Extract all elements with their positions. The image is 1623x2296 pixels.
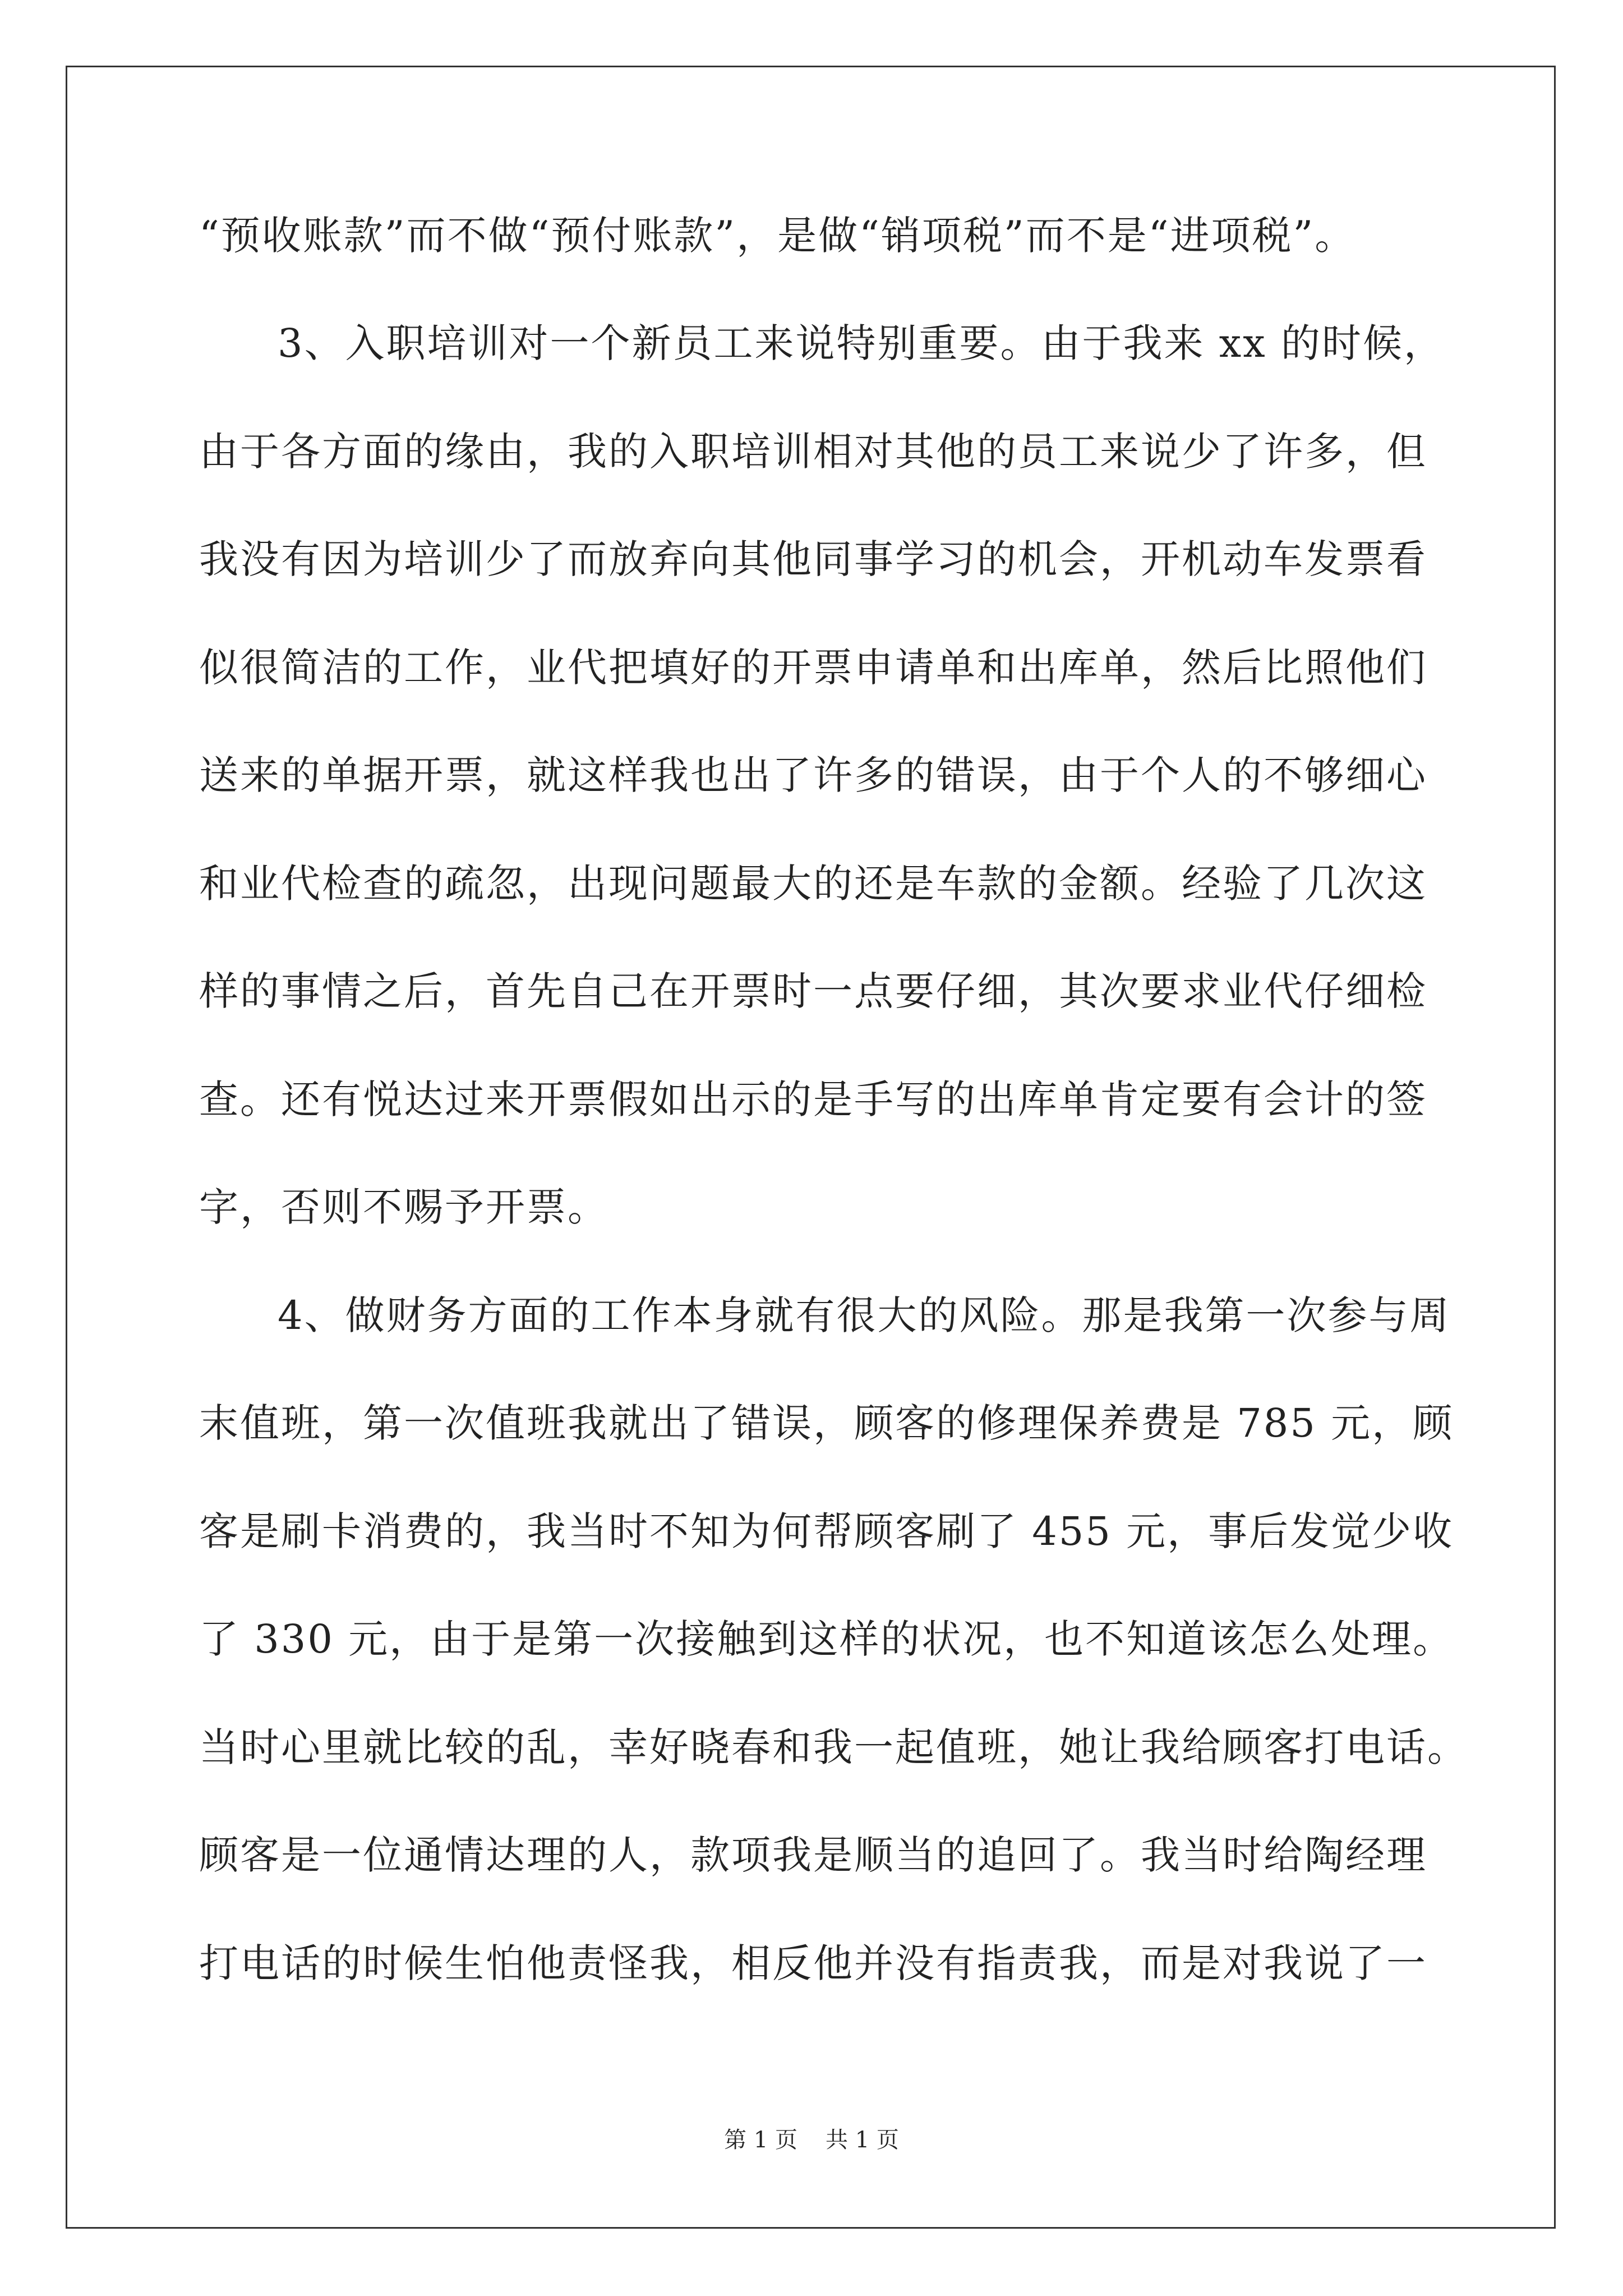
text-line: 末值班，第一次值班我就出了错误，顾客的修理保养费是 785 元，顾 (199, 1400, 1454, 1446)
text-line: 字，否则不赐予开票。 (199, 1184, 608, 1230)
text-line: 似很简洁的工作，业代把填好的开票申请单和出库单，然后比照他们 (199, 645, 1427, 691)
paragraph-3-first-line: 3、入职培训对一个新员工来说特别重要。由于我来 xx 的时候， (278, 320, 1445, 366)
paragraph-4-first-line: 4、做财务方面的工作本身就有很大的风险。那是我第一次参与周 (278, 1292, 1451, 1338)
text-line: 打电话的时候生怕他责怪我，相反他并没有指责我，而是对我说了一 (199, 1940, 1427, 1986)
text-line: 送来的单据开票，就这样我也出了许多的错误，由于个人的不够细心 (199, 752, 1427, 798)
text-line: “预收账款”而不做“预付账款”，是做“销项税”而不是“进项税”。 (199, 213, 1356, 259)
text-line: 查。还有悦达过来开票假如出示的是手写的出库单肯定要有会计的签 (199, 1076, 1427, 1122)
text-line: 客是刷卡消费的，我当时不知为何帮顾客刷了 455 元，事后发觉少收 (199, 1508, 1454, 1554)
page-number: 第 1 页 (724, 2127, 797, 2153)
page-footer (0, 2126, 1623, 2154)
text-line: 我没有因为培训少了而放弃向其他同事学习的机会，开机动车发票看 (199, 536, 1427, 582)
text-line: 样的事情之后，首先自己在开票时一点要仔细，其次要求业代仔细检 (199, 968, 1427, 1014)
text-line: 由于各方面的缘由，我的入职培训相对其他的员工来说少了许多，但 (199, 429, 1427, 475)
text-line: 和业代检查的疏忽，出现问题最大的还是车款的金额。经验了几次这 (199, 861, 1427, 907)
page-border (66, 66, 1556, 2229)
text-line: 顾客是一位通情达理的人，款项我是顺当的追回了。我当时给陶经理 (199, 1832, 1427, 1878)
text-line: 当时心里就比较的乱，幸好晓春和我一起值班，她让我给顾客打电话。 (199, 1724, 1468, 1770)
page-total: 共 1 页 (826, 2127, 899, 2153)
text-line: 了 330 元，由于是第一次接触到这样的状况，也不知道该怎么处理。 (199, 1616, 1454, 1662)
